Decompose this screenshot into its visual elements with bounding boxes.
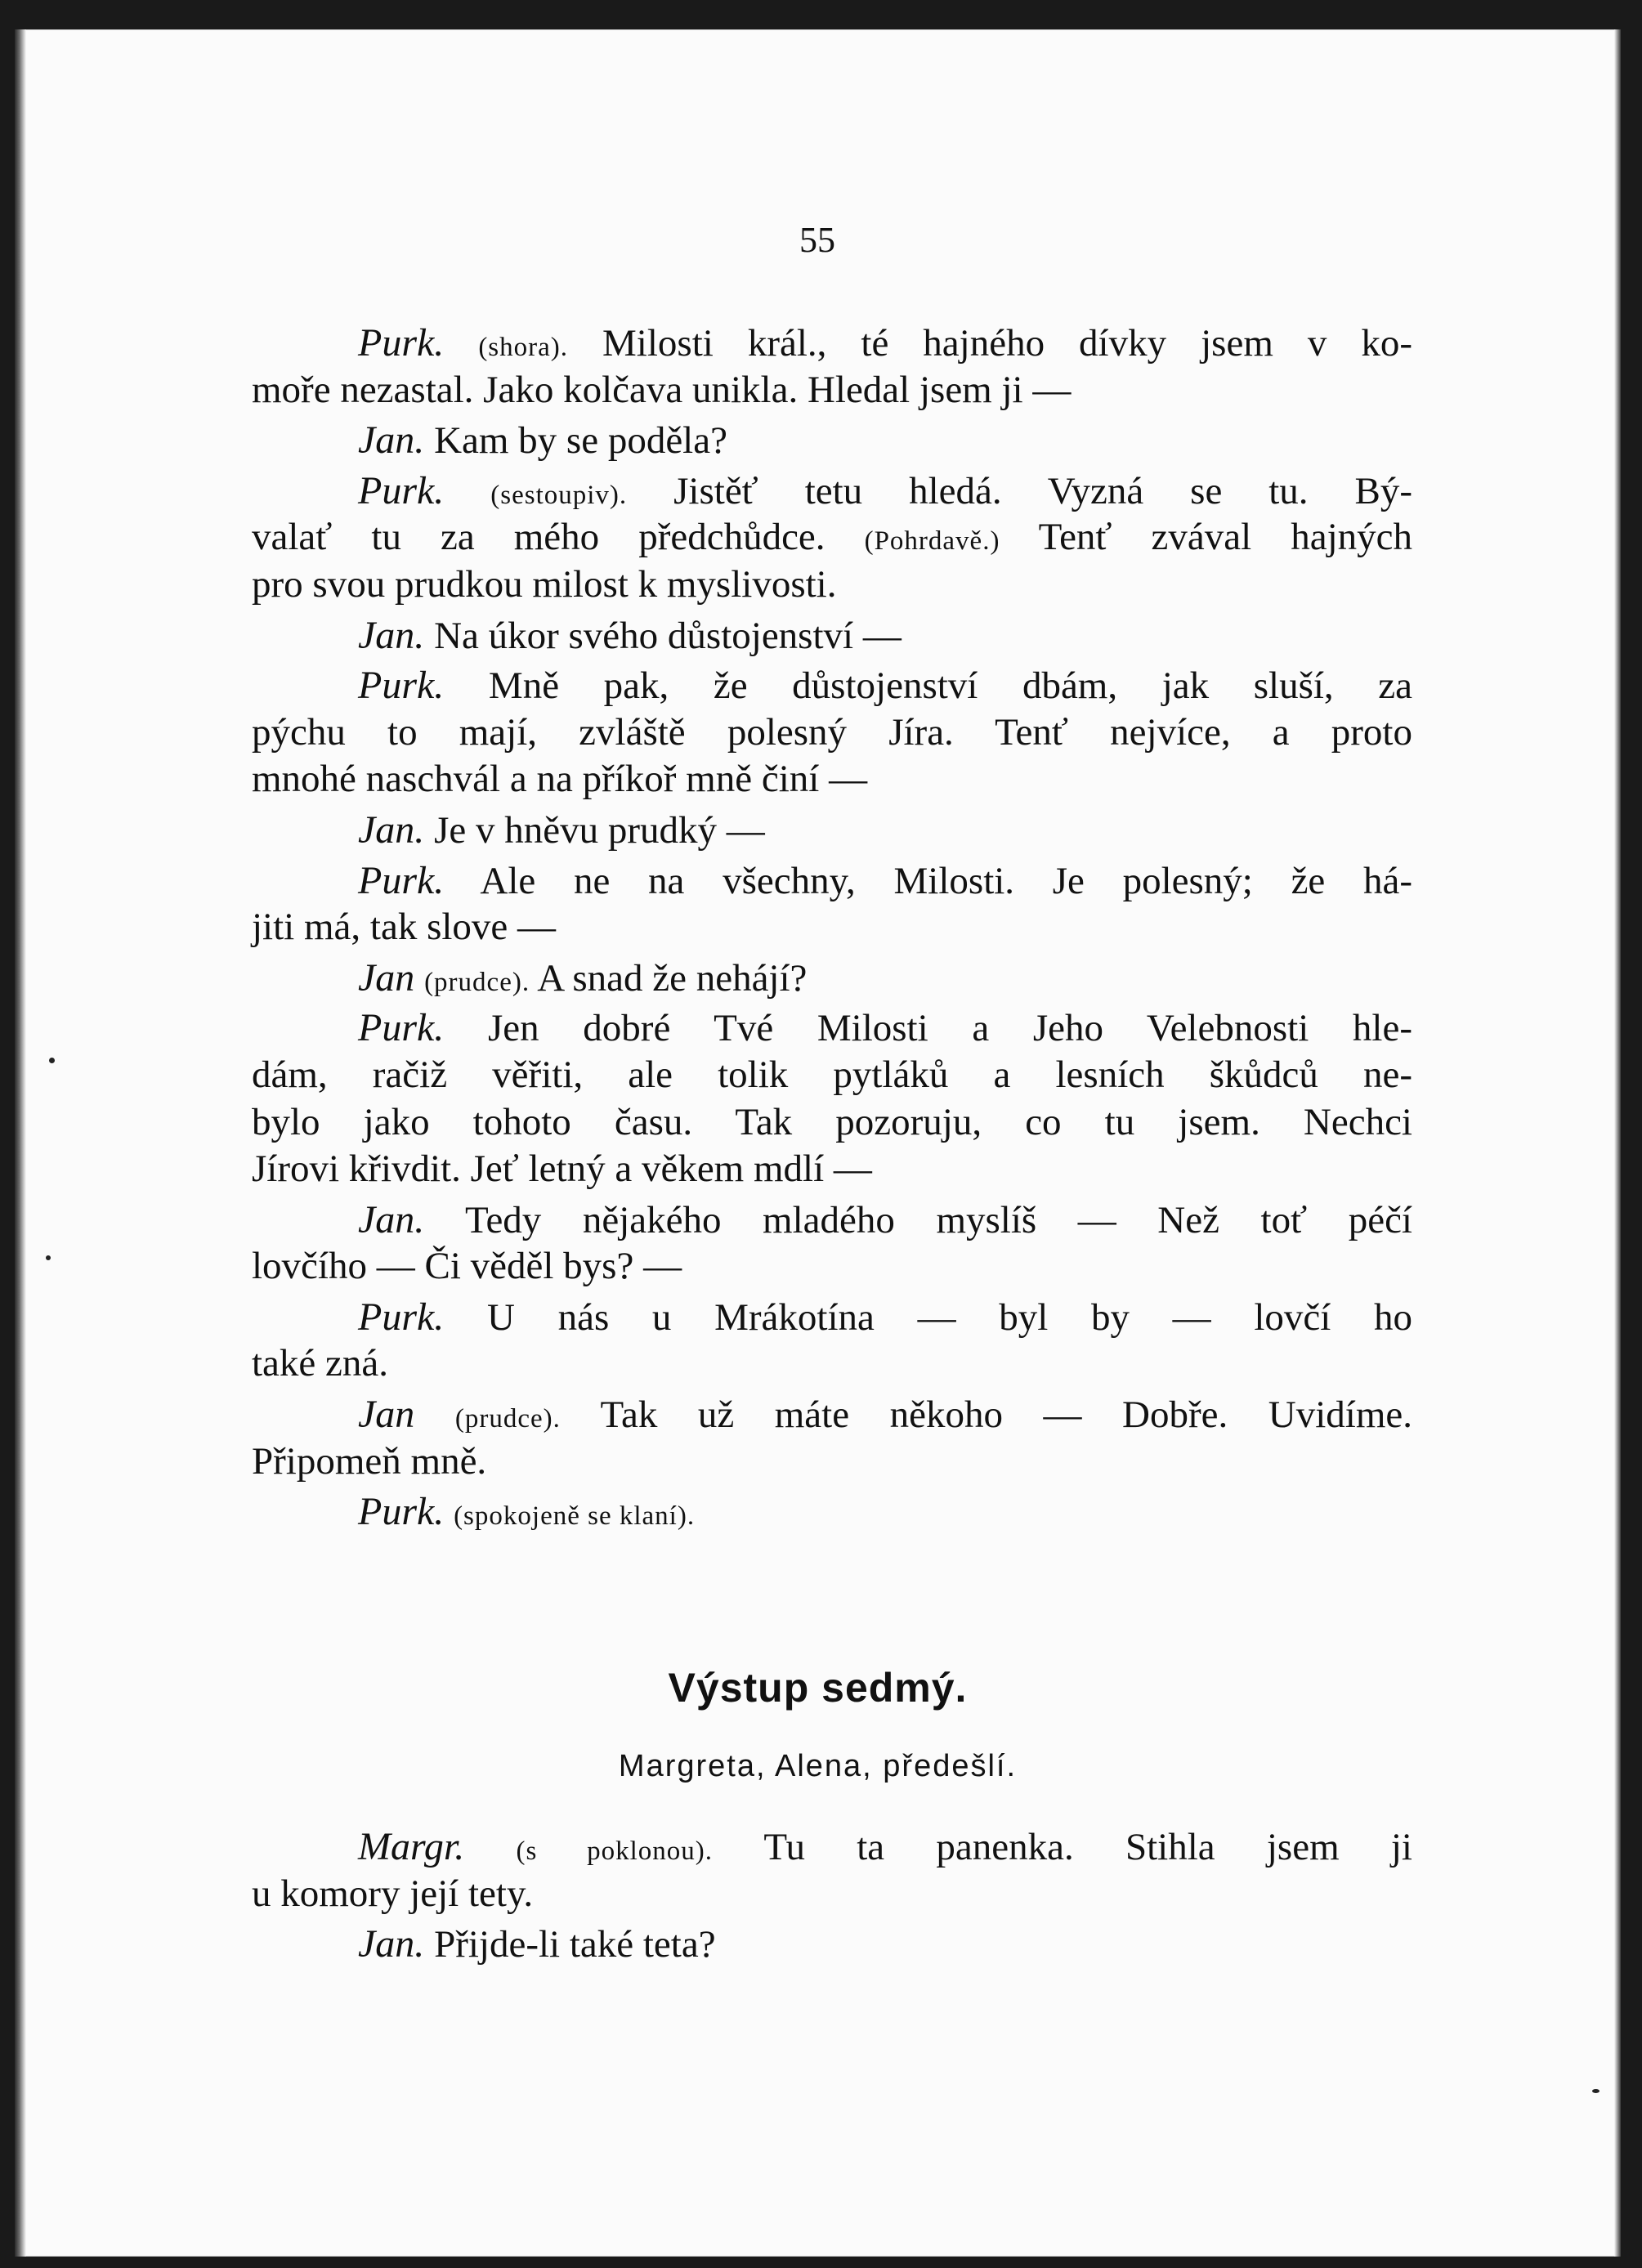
text-line [252,709,1412,757]
stage-direction: (s poklonou). [516,1836,713,1866]
dialogue-text: moře nezastal. Jako kolčava unikla. Hledal jsem ji — [252,368,1072,411]
dialogue-block-1 [252,320,1412,1536]
page-number: 55 [799,220,835,260]
dialogue-text: Jen dobré Tvé Milosti a Jeho Velebnosti hle- [444,1007,1412,1050]
speaker-name: Margr. [358,1825,465,1868]
scan-speck [46,1255,51,1260]
text-line [252,514,1412,561]
speaker-name: Purk. [358,1295,445,1339]
speaker-name: Purk. [358,1490,445,1534]
dialogue-text: valať tu za mého předchůdce. [252,516,865,559]
scan-edge-left [15,29,26,2257]
text-line [252,662,1412,709]
dialogue-text: Tedy nějakého mladého myslíš — Než toť péčí [424,1198,1412,1241]
dialogue-text: Mně pak, že důstojenství dbám, jak sluší, za [444,664,1412,708]
speaker-name: Jan. [358,418,425,463]
speaker-name: Jan. [358,1922,425,1966]
scan-speck [1592,2089,1599,2093]
dialogue-text: Milosti král., té hajného dívky jsem v ko- [568,322,1413,365]
dialogue-text [414,1393,455,1436]
stage-direction: (prudce). [424,967,530,997]
text-line [252,1146,1412,1193]
text-line [252,367,1412,414]
stage-direction: (sestoupiv). [490,480,628,510]
text-line [252,1243,1412,1291]
speaker-name: Jan [358,1393,415,1437]
text-line [252,1052,1412,1099]
stage-direction: (shora). [478,333,569,362]
speaker-name: Jan. [358,613,425,657]
dialogue-text: Na úkor svého důstojenství — [424,614,902,657]
dialogue-text: Jírovi křivdit. Jeť letný a věkem mdlí — [252,1147,872,1191]
dialogue-text: Jistěť tetu hledá. Vyzná se tu. Bý- [627,469,1412,512]
text-line [252,467,1412,515]
dialogue-text: Přijde-li také teta? [424,1923,716,1966]
speaker-name: Purk. [358,321,445,365]
text-line [252,1004,1412,1052]
dialogue-text: také zná. [252,1342,389,1385]
dialogue-block-2 [252,1823,1412,1968]
scan-edge-right [1614,29,1621,2257]
speaker-name: Purk. [358,468,445,512]
dialogue-text [444,1491,454,1533]
dialogue-text: mnohé naschvál a na příkoř mně činí — [252,758,868,801]
scene-characters: Margreta, Alena, předešlí. [618,1749,1018,1783]
text-line [252,1391,1412,1438]
text-line [252,417,1412,464]
dialogue-text [444,470,490,512]
text-line [252,561,1412,609]
book-page [15,29,1621,2257]
scan-speck [49,1058,55,1063]
text-line [252,857,1412,905]
text-line [252,1099,1412,1147]
dialogue-text [464,1826,516,1868]
stage-direction: (Pohrdavě.) [864,526,1000,557]
text-line [252,1197,1412,1244]
dialogue-text: Kam by se poděla? [424,419,727,463]
dialogue-text: Ale ne na všechny, Milosti. Je polesný; že há- [444,859,1412,902]
dialogue-text: jiti má, tak slove — [252,906,557,949]
speaker-name: Purk. [358,858,445,902]
dialogue-text: dám, račiž věřiti, ale tolik pytláků a lesních škůdců ne- [252,1053,1412,1096]
speaker-name: Purk. [358,1006,445,1050]
speaker-name: Jan. [358,807,425,852]
dialogue-text: pýchu to mají, zvláště polesný Jíra. Tenť nejvíce, a proto [252,710,1412,754]
dialogue-text: lovčího — Či věděl bys? — [252,1245,682,1288]
dialogue-text: A snad že nehájí? [530,956,808,1000]
dialogue-text: Tak už máte někoho — Dobře. Uvidíme. [560,1393,1412,1437]
dialogue-text: Tu ta panenka. Stihla jsem ji [713,1826,1412,1868]
dialogue-text: U nás u Mrákotína — byl by — lovčí ho [444,1295,1412,1339]
dialogue-text [444,322,478,365]
text-line [252,1294,1412,1341]
dialogue-text [414,957,424,1000]
speaker-name: Jan [358,955,415,1000]
dialogue-text: u komory její tety. [252,1872,534,1915]
text-line [252,904,1412,951]
stage-direction: (spokojeně se klaní). [454,1501,696,1532]
dialogue-text: Tenť zvával hajných [1000,516,1412,559]
text-line [252,612,1412,660]
text-line [252,1823,1412,1871]
text-line [252,807,1412,854]
dialogue-text: bylo jako tohoto času. Tak pozoruju, co tu jsem. Nechci [252,1100,1412,1143]
text-line [252,1340,1412,1388]
text-line [252,1871,1412,1918]
speaker-name: Jan. [358,1197,425,1241]
text-line [252,1438,1412,1486]
scene-heading: Výstup sedmý. [668,1665,968,1711]
text-line [252,955,1412,1002]
speaker-name: Purk. [358,664,445,708]
dialogue-text: Je v hněvu prudký — [424,808,765,852]
text-line [252,1488,1412,1536]
dialogue-text: Připomeň mně. [252,1439,487,1483]
text-line [252,756,1412,803]
dialogue-text: pro svou prudkou milost k myslivosti. [252,562,837,606]
stage-direction: (prudce). [454,1404,561,1434]
text-line [252,1921,1412,1968]
text-line [252,320,1412,367]
